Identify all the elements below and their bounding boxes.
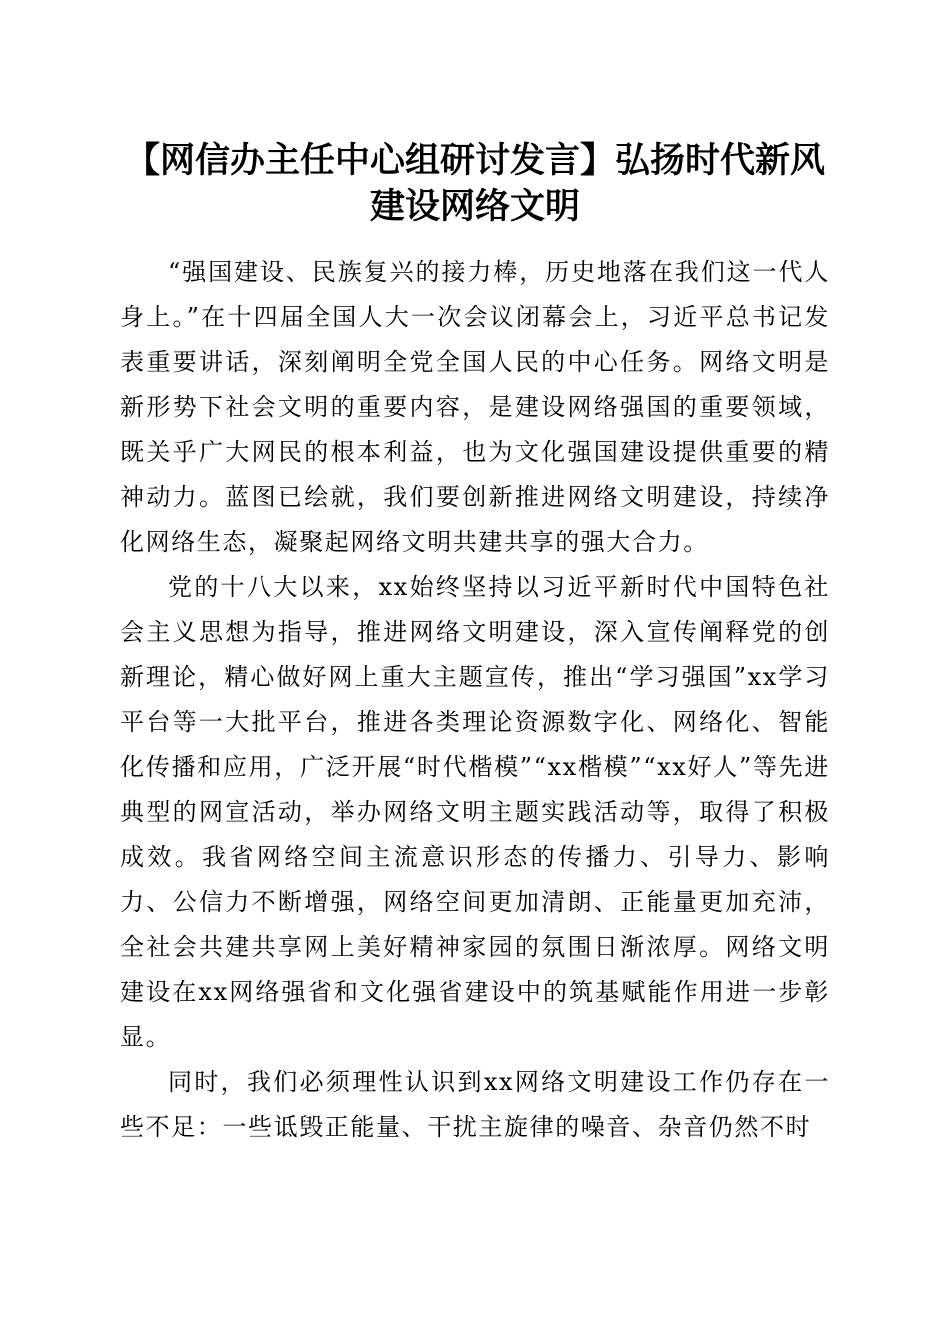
- paragraph-2: 党的十八大以来，xx始终坚持以习近平新时代中国特色社会主义思想为指导，推进网络文明建设，深入宣传阐释党的创新理论，精心做好网上重大主题宣传，推出“学习强国”xx学习平台等一大批平台，推进各类理论资源数字化、网络化、智能化传播和应用，广泛开展“时代楷模”“xx楷模”“xx好人”等先进典型的网宣活动，举办网络文明主题实践活动等，取得了积极成效。我省网络空间主流意识形态的传播力、引导力、影响力、公信力不断增强，网络空间更加清朗、正能量更加充沛，全社会共建共享网上美好精神家园的氛围日渐浓厚。网络文明建设在xx网络强省和文化强省建设中的筑基赋能作用进一步彰显。: [120, 573, 830, 1051]
- document-title-line-1: 【网信办主任中心组研讨发言】弘扬时代新风: [124, 140, 825, 181]
- document-title-line-2: 建设网络文明: [369, 186, 580, 227]
- document-body: [120, 250, 830, 1150]
- paragraph-1: “强国建设、民族复兴的接力棒，历史地落在我们这一代人身上。”在十四届全国人大一次会议闭幕会上，习近平总书记发表重要讲话，深刻阐明全党全国人民的中心任务。网络文明是新形势下社会文明的重要内容，是建设网络强国的重要领域，既关乎广大网民的根本利益，也为文化强国建设提供重要的精神动力。蓝图已绘就，我们要创新推进网络文明建设，持续净化网络生态，凝聚起网络文明共建共享的强大合力。: [120, 258, 830, 556]
- paragraph-3: 同时，我们必须理性认识到xx网络文明建设工作仍存在一些不足：一些诋毁正能量、干扰主旋律的噪音、杂音仍然不时: [120, 1068, 830, 1141]
